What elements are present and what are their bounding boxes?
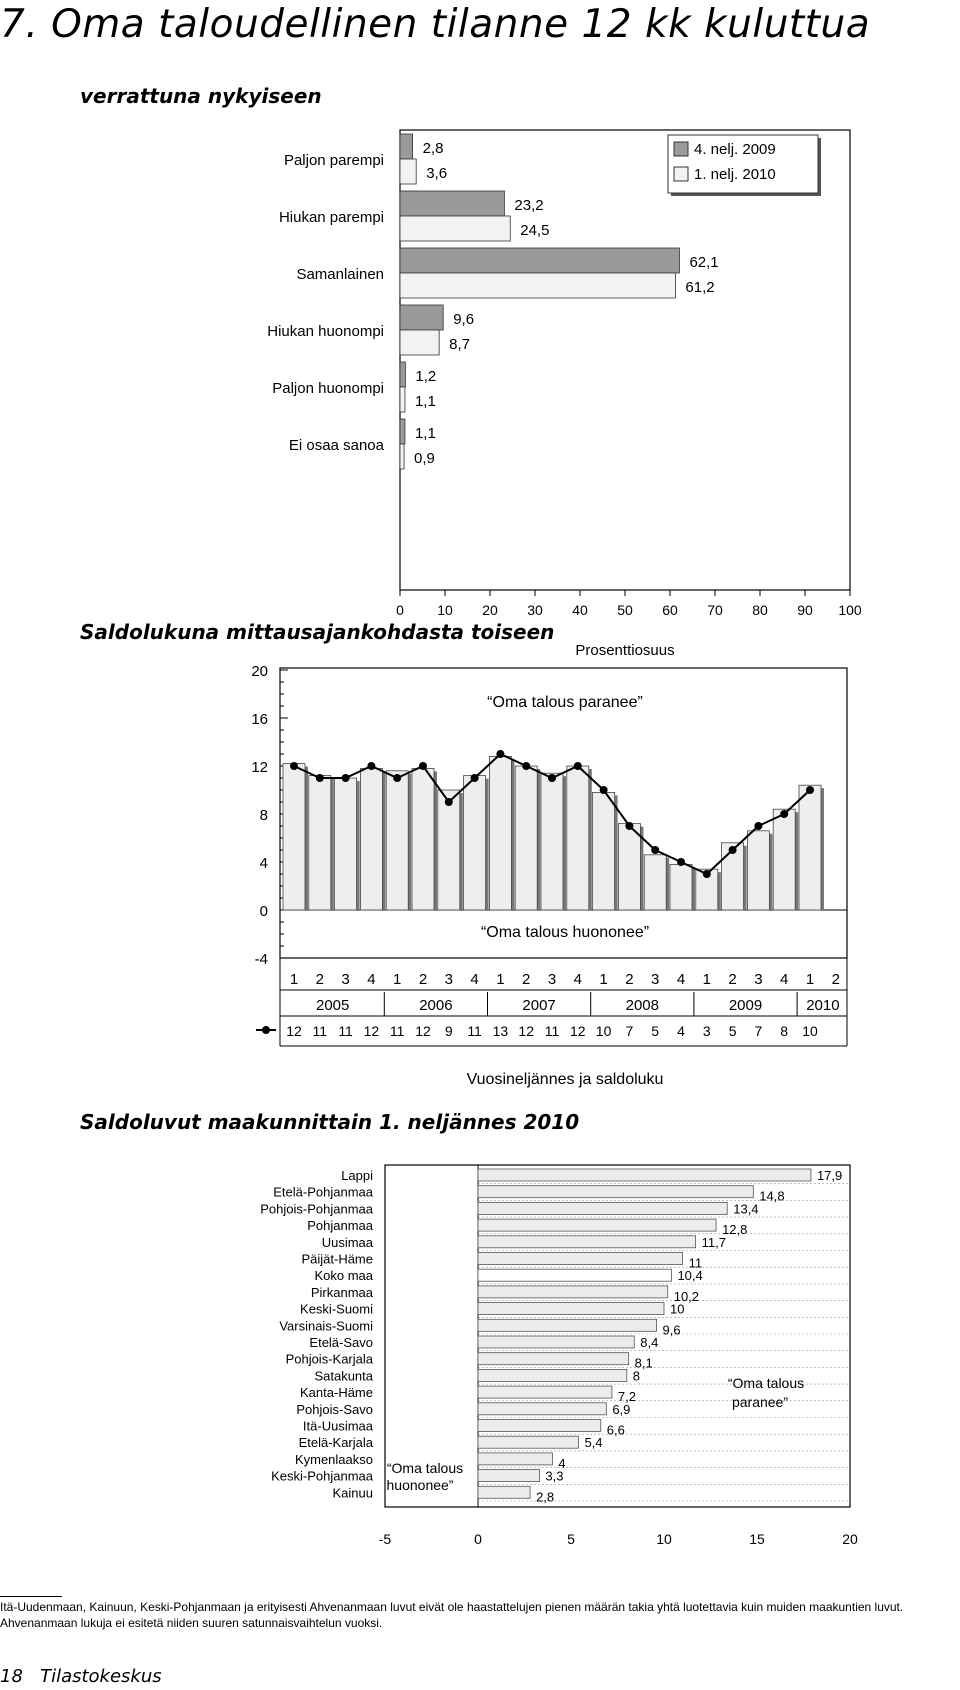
legend-swatch: [674, 142, 688, 156]
quarter-label: 1: [393, 971, 402, 988]
line-point: [471, 774, 479, 782]
region-bar: [478, 1202, 727, 1214]
region-value-label: 17,9: [816, 1168, 843, 1183]
region-bar: [478, 1169, 811, 1181]
region-value-label: 9,6: [662, 1322, 681, 1338]
balance-value: 11: [338, 1023, 353, 1039]
line-point: [754, 822, 762, 830]
region-label: Pohjois-Pohjanmaa: [260, 1201, 373, 1217]
x-tick-label: 30: [527, 602, 543, 618]
quarter-label: 2: [831, 971, 840, 988]
bar-q4-2009: [400, 419, 405, 444]
line-point: [625, 822, 633, 830]
balance-value: 12: [286, 1023, 302, 1039]
balance-value: 5: [651, 1023, 660, 1039]
y-tick-label: 16: [251, 711, 268, 728]
bar: [747, 831, 769, 910]
x-tick-label: 60: [662, 602, 678, 618]
bar-q4-2009: [400, 305, 443, 330]
x-tick-label: 10: [437, 602, 453, 618]
y-tick-label: 0: [259, 903, 268, 920]
bar-q1-2010: [400, 216, 510, 241]
region-label: Päijät-Häme: [301, 1251, 373, 1267]
region-value-label: 10,4: [677, 1268, 703, 1284]
line-point: [703, 870, 711, 878]
region-bar: [478, 1470, 539, 1482]
line-point: [729, 846, 737, 854]
bar: [670, 864, 692, 910]
region-label: Keski-Pohjanmaa: [271, 1468, 373, 1484]
bar-value-label: 0,9: [414, 450, 435, 467]
quarter-label: 4: [676, 971, 686, 988]
balance-value: 12: [363, 1023, 380, 1039]
line-point: [367, 762, 375, 770]
line-point: [316, 774, 324, 782]
bar: [644, 855, 666, 910]
x-tick-label: 15: [749, 1531, 765, 1547]
quarter-label: 1: [599, 971, 608, 988]
region-label: Keski-Suomi: [300, 1301, 373, 1317]
region-bar: [478, 1403, 606, 1415]
bar-q1-2010: [400, 159, 416, 184]
region-bar: [478, 1319, 657, 1331]
region-value-label: 3,3: [545, 1468, 564, 1484]
balance-value: 12: [518, 1023, 534, 1039]
annotation-worsens: “Oma talous huononee”: [480, 924, 650, 941]
quarter-label: 4: [367, 971, 376, 988]
quarter-label: 3: [651, 971, 660, 988]
year-label: 2005: [316, 997, 350, 1014]
bar: [438, 790, 460, 910]
y-tick-label: 8: [259, 807, 268, 824]
balance-value: 11: [389, 1023, 405, 1039]
region-bar: [478, 1353, 629, 1365]
x-tick-label: 50: [617, 602, 633, 618]
region-value-label: 11: [688, 1255, 703, 1271]
bar-value-label: 1,1: [414, 425, 436, 442]
region-value-label: 8: [632, 1368, 641, 1384]
balance-value: 9: [444, 1023, 453, 1039]
line-point: [806, 786, 814, 794]
x-tick-label: 0: [396, 602, 404, 618]
balance-value: 7: [754, 1023, 763, 1039]
quarter-label: 1: [289, 971, 299, 988]
x-tick-label: 40: [572, 602, 588, 618]
bar: [799, 785, 821, 910]
region-value-label: 6,6: [606, 1422, 625, 1438]
region-value-label: 2,8: [536, 1489, 555, 1505]
x-axis-label: Vuosineljännes ja saldoluku: [466, 1071, 664, 1088]
quarter-label: 4: [573, 971, 582, 988]
region-value-label: 12,8: [722, 1222, 748, 1238]
year-label: 2008: [625, 997, 659, 1014]
region-label: Kanta-Häme: [300, 1385, 373, 1401]
balance-value: 12: [415, 1023, 431, 1039]
region-label: Lappi: [341, 1168, 373, 1183]
region-bar: [478, 1386, 612, 1398]
balance-value: 5: [728, 1023, 737, 1039]
bar: [618, 824, 640, 910]
line-point: [342, 774, 350, 782]
bar: [773, 809, 795, 910]
region-bar: [478, 1286, 668, 1298]
balance-value: 11: [544, 1023, 560, 1039]
x-tick-label: 5: [567, 1531, 575, 1547]
bar: [335, 778, 357, 910]
quarter-label: 2: [625, 971, 634, 988]
quarter-label: 1: [702, 971, 711, 988]
region-bar: [478, 1486, 530, 1498]
category-label: Samanlainen: [296, 266, 384, 283]
bar-q4-2009: [400, 362, 405, 387]
chart-balance-timeseries: [0, 650, 960, 1088]
region-label: Kainuu: [332, 1485, 373, 1501]
x-tick-label: 90: [797, 602, 813, 618]
bar: [593, 792, 615, 910]
page-footer: [0, 1666, 162, 1687]
footnote-rule: [0, 1596, 62, 1597]
chart3-title: Saldoluvut maakunnittain 1. neljännes 2010: [80, 1110, 580, 1134]
y-tick-label: -4: [254, 951, 268, 968]
region-label: Etelä-Karjala: [298, 1435, 373, 1451]
line-point: [548, 774, 556, 782]
category-label: Paljon parempi: [283, 152, 384, 169]
region-bar: [478, 1420, 601, 1432]
quarter-label: 3: [341, 971, 350, 988]
balance-value: 13: [492, 1023, 509, 1039]
line-point: [419, 762, 427, 770]
region-value-label: 13,4: [733, 1201, 759, 1217]
bar-value-label: 1,1: [414, 393, 436, 410]
quarter-label: 3: [444, 971, 453, 988]
chart2-title: Saldolukuna mittausajankohdasta toiseen: [80, 620, 555, 644]
quarter-label: 2: [522, 971, 531, 988]
bar-value-label: 61,2: [685, 279, 715, 296]
quarter-label: 1: [805, 971, 815, 988]
bar: [412, 768, 434, 910]
annotation-improves: “Oma talous paranee”: [487, 694, 643, 711]
quarter-label: 2: [418, 971, 428, 988]
line-point: [600, 786, 608, 794]
region-label: Uusimaa: [321, 1234, 373, 1250]
year-label: 2007: [522, 997, 556, 1014]
region-bar: [478, 1219, 716, 1231]
region-bar: [478, 1253, 683, 1265]
bar-q1-2010: [400, 387, 405, 412]
region-bar: [478, 1336, 634, 1348]
region-value-label: 10: [670, 1301, 685, 1317]
region-label: Etelä-Savo: [309, 1335, 373, 1350]
legend-swatch: [674, 167, 688, 181]
bar-q4-2009: [400, 191, 504, 216]
x-tick-label: 10: [656, 1531, 672, 1547]
bar-value-label: 9,6: [453, 311, 475, 328]
balance-value: 10: [595, 1023, 612, 1039]
line-point: [522, 762, 530, 770]
page-number: 18: [0, 1666, 23, 1687]
line-legend-point: [262, 1026, 270, 1034]
chart-distribution: [0, 120, 960, 670]
region-bar: [478, 1236, 696, 1248]
bar-value-label: 1,2: [415, 368, 437, 385]
quarter-label: 4: [470, 971, 479, 988]
bar: [515, 766, 537, 910]
chart1-title: verrattuna nykyiseen: [80, 84, 322, 108]
region-value-label: 5,4: [584, 1435, 603, 1451]
bar: [309, 776, 331, 910]
region-label: Pohjanmaa: [307, 1218, 373, 1234]
region-label: Etelä-Pohjanmaa: [273, 1184, 373, 1200]
bar: [283, 764, 305, 910]
region-label: Satakunta: [314, 1368, 373, 1384]
category-label: Hiukan huonompi: [267, 323, 384, 340]
bar: [386, 771, 408, 910]
line-point: [677, 858, 685, 866]
bar-value-label: 8,7: [449, 336, 471, 353]
balance-value: 7: [625, 1023, 634, 1039]
y-tick-label: 12: [251, 759, 268, 776]
year-label: 2010: [806, 997, 840, 1014]
region-bar: [478, 1186, 753, 1198]
y-tick-label: 4: [259, 855, 268, 872]
annotation-worsens: “Oma talous: [386, 1460, 464, 1476]
quarter-label: 2: [728, 971, 737, 988]
region-value-label: 14,8: [759, 1188, 785, 1204]
region-value-label: 7,2: [617, 1389, 636, 1405]
legend-label: 1. nelj. 2010: [694, 166, 776, 183]
bar: [567, 766, 589, 910]
footnote-line-1: Itä-Uudenmaan, Kainuun, Keski-Pohjanmaan ja erityisesti Ahvenanmaan luvut eivät ole haastattelujen pienen määrän takia yhtä luotettavia kuin muiden maakuntien luvut.: [0, 1600, 904, 1614]
bar: [360, 768, 382, 910]
x-axis-label: Prosenttiosuus: [575, 642, 675, 659]
bar-value-label: 3,6: [426, 165, 448, 182]
balance-value: 10: [802, 1023, 818, 1039]
bar-value-label: 2,8: [422, 140, 444, 157]
line-point: [780, 810, 788, 818]
bar: [541, 773, 563, 910]
bar: [464, 776, 486, 910]
annotation-improves: “Oma talous: [727, 1375, 805, 1392]
line-point: [651, 846, 659, 854]
region-bar: [478, 1453, 552, 1465]
year-label: 2006: [419, 997, 453, 1014]
quarter-label: 1: [496, 971, 505, 988]
line-point: [496, 750, 504, 758]
bar-q1-2010: [400, 444, 404, 469]
line-point: [393, 774, 401, 782]
region-label: Varsinais-Suomi: [279, 1318, 373, 1334]
region-value-label: 10,2: [673, 1288, 700, 1304]
legend-label: 4. nelj. 2009: [694, 141, 776, 158]
region-label: Pohjois-Savo: [296, 1401, 373, 1417]
x-tick-label: 70: [707, 602, 723, 618]
publisher-name: Tilastokeskus: [40, 1666, 162, 1687]
line-point: [445, 798, 453, 806]
region-label: Kymenlaakso: [294, 1451, 373, 1467]
balance-value: 4: [677, 1023, 685, 1039]
quarter-label: 3: [547, 971, 557, 988]
bar-q4-2009: [400, 134, 413, 159]
region-value-label: 6,9: [612, 1401, 631, 1417]
region-value-label: 4: [558, 1455, 566, 1471]
quarter-label: 4: [780, 971, 789, 988]
x-tick-label: 20: [482, 602, 498, 618]
bar-value-label: 24,5: [520, 222, 550, 239]
balance-value: 11: [312, 1023, 328, 1039]
region-value-label: 8,1: [634, 1355, 653, 1371]
balance-value: 12: [570, 1023, 586, 1039]
annotation-improves: paranee”: [731, 1393, 789, 1410]
y-tick-label: 20: [251, 663, 268, 680]
region-bar: [478, 1303, 664, 1315]
quarter-label: 2: [315, 971, 324, 988]
balance-value: 8: [780, 1023, 789, 1039]
x-tick-label: -5: [378, 1531, 392, 1547]
bar: [489, 756, 511, 910]
quarter-label: 3: [754, 971, 763, 988]
region-bar: [478, 1369, 627, 1381]
balance-value: 3: [702, 1023, 711, 1039]
bar-value-label: 62,1: [689, 254, 719, 271]
line-point: [574, 762, 582, 770]
region-bar: [478, 1436, 578, 1448]
category-label: Ei osaa sanoa: [288, 437, 384, 454]
annotation-worsens: huononee”: [386, 1477, 454, 1493]
region-value-label: 11,7: [701, 1234, 726, 1250]
region-label: Pohjois-Karjala: [285, 1351, 373, 1367]
region-bar: [478, 1269, 671, 1281]
category-label: Paljon huonompi: [272, 380, 384, 397]
bar-q4-2009: [400, 248, 679, 273]
x-tick-label: 0: [474, 1531, 482, 1547]
line-point: [290, 762, 298, 770]
bar-q1-2010: [400, 330, 439, 355]
bar-q1-2010: [400, 273, 675, 298]
x-tick-label: 80: [752, 602, 768, 618]
page-heading: 7. Oma taloudellinen tilanne 12 kk kuluttua: [0, 2, 871, 47]
category-label: Hiukan parempi: [278, 209, 384, 226]
bar-value-label: 23,2: [514, 197, 544, 214]
year-label: 2009: [728, 997, 763, 1014]
region-value-label: 8,4: [640, 1335, 659, 1350]
chart-regional-balance: [0, 1150, 960, 1590]
x-tick-label: 100: [838, 602, 862, 618]
region-label: Itä-Uusimaa: [302, 1418, 373, 1434]
footnote-line-2: Ahvenanmaan lukuja ei esitetä niiden suuren satunnaisvaihtelun vuoksi.: [0, 1616, 383, 1630]
balance-value: 11: [467, 1023, 482, 1039]
region-label: Koko maa: [314, 1268, 373, 1284]
x-tick-label: 20: [842, 1531, 858, 1547]
region-label: Pirkanmaa: [310, 1284, 373, 1300]
